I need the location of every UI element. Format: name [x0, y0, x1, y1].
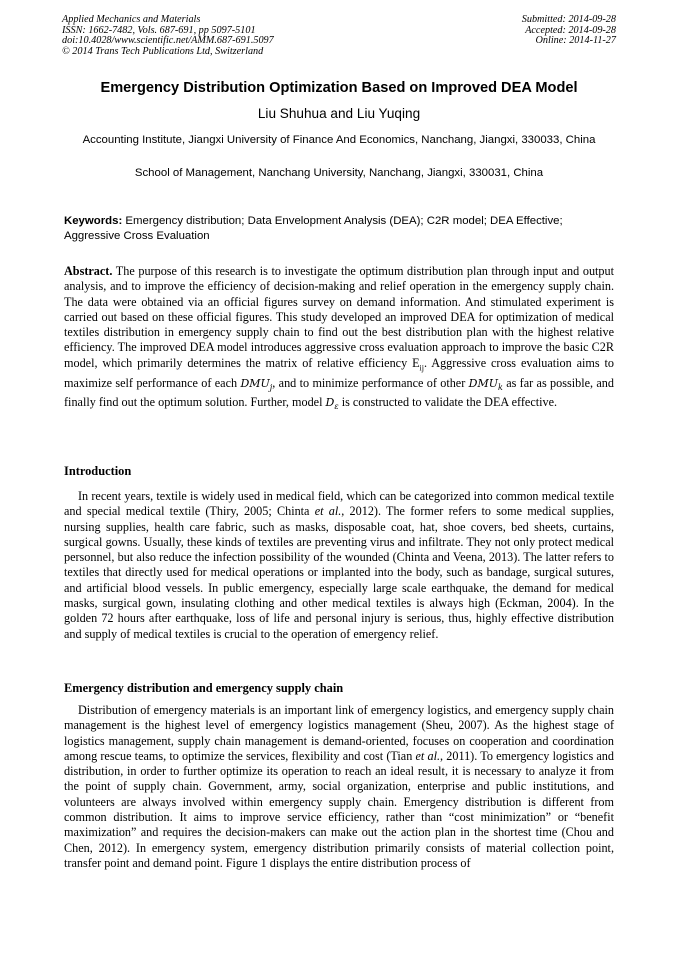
- abstract-text-2: . Aggressive cross evaluation aims to maximize self performance of each: [64, 355, 615, 390]
- abstract: [64, 264, 614, 414]
- intro-text-1: In recent years, textile is widely used in medical field, which can be categorized into common medical textile and special medical textile (Thiry, 2005; Chinta: [64, 489, 614, 519]
- abstract-text-1: The purpose of this research is to investigate the optimum distribution plan through input and output analysis, and to improve the efficiency of decision-making and relief operation in the emergency supply chain. The data were obtained via an official figures survey on demand information. And stimulated experiment is carried out based on these official figures. This study developed an improved DEA for optimization of medical textiles distribution in emergency supply chain to find out the best distribution plan with the highest relative efficiency. The improved DEA model introduces aggressive cross evaluation approach to improve the basic C2R model, which primarily determines the matrix of relative efficiency E: [64, 264, 614, 370]
- abstract-text-4: as far as possible, and finally find out the optimum solution. Further, model: [64, 375, 614, 409]
- sec2-et-al: et al.: [415, 748, 441, 763]
- keywords-label: Keywords:: [64, 215, 123, 227]
- abstract-text-5: is constructed to validate the DEA effective.: [338, 395, 558, 409]
- introduction-body: [64, 489, 614, 642]
- journal-copyright: © 2014 Trans Tech Publications Ltd, Switzerland: [62, 45, 264, 57]
- journal-issn: ISSN: 1662-7482, Vols. 687-691, pp 5097-5101: [62, 24, 256, 36]
- journal-header-right: [522, 15, 616, 47]
- math-dmu-j: $DMU_j$: [240, 376, 273, 392]
- introduction-heading: Introduction: [64, 464, 132, 478]
- intro-text-2: , 2012). The former refers to some medical supplies, nursing supplies, health care fabric, such as masks, disposable coat, hat, shoe covers, bed sheets, curtains, surgical gowns. Usually, these kinds of textiles are preventing virus and infiltrate. They not only protect medical personnel, but also reduce the infection possibility of the wounded (Chinta and Veena, 2013). The latter refers to textiles that directly used for medical operations or implanted into the body, such as bandage, surgical sutures, and artificial blood vessels. In public emergency, especially large scale earthquake, the demand for medical masks, surgical gown, insulating clothing and other medical textiles is always high (Eckman, 2004). In the golden 72 hours after earthquake, loss of life and personal injury is serious, thus, highly effective distribution and supply of medical textiles is crucial to the operation of emergency relief.: [64, 504, 614, 641]
- affiliation-1: Accounting Institute, Jiangxi University of Finance And Economics, Nanchang, Jiangxi, 330033, China: [82, 134, 596, 146]
- affiliation-2: School of Management, Nanchang University, Nanchang, Jiangxi, 330031, China: [134, 167, 544, 179]
- section2-body: [64, 703, 614, 871]
- intro-et-al: et al.: [314, 504, 342, 519]
- keywords: [64, 214, 616, 244]
- abstract-sub-ij: ij: [419, 363, 424, 373]
- math-d-epsilon: $D_\varepsilon$: [325, 396, 339, 412]
- paper-authors: Liu Shuhua and Liu Yuqing: [257, 106, 421, 121]
- sec2-text-1: Distribution of emergency materials is an important link of emergency logistics, and emergency supply chain management is the highest level of emergency logistics management (Sheu, 2007). As the highest stage of logistics management, supply chain management is demand-oriented, focuses on cooperation and coordination among rescue teams, to optimize the services, flexibility and cost (Tian: [64, 703, 614, 763]
- abstract-text-3: , and to minimize performance of other: [272, 375, 469, 390]
- section2-heading: Emergency distribution and emergency supply chain: [64, 681, 344, 695]
- accepted-date: Accepted: 2014-09-28: [525, 24, 616, 36]
- submitted-date: Submitted: 2014-09-28: [521, 14, 616, 25]
- online-date: Online: 2014-11-27: [535, 35, 616, 47]
- journal-name: Applied Mechanics and Materials: [62, 14, 201, 25]
- journal-header-left: [62, 15, 274, 57]
- paper-title: Emergency Distribution Optimization Based on Improved DEA Model: [100, 80, 578, 96]
- journal-doi: doi:10.4028/www.scientific.net/AMM.687-691.5097: [62, 35, 274, 47]
- abstract-label: Abstract.: [64, 264, 113, 278]
- math-dmu-k: $DMU_k$: [468, 376, 503, 392]
- keywords-text: Emergency distribution; Data Envelopment Analysis (DEA); C2R model; DEA Effective; Aggressive Cross Evaluation: [64, 215, 563, 242]
- sec2-text-2: , 2011). To emergency logistics and distribution, in order to further optimize its operation to reach an ideal result, it is necessary to analyze it from the point of supply chain. Government, army, social organization, enterprise and public institutions, and volunteers are always involved within emergency supply chain. Emergency distribution is different from common distribution. It aims to improve service efficiency, rather than “cost minimization” or “benefit maximization” and requires the decision-makers can make out the action plan in the shortest time (Chou and Chen, 2012). In emergency system, emergency distribution primarily consists of material collection point, transfer point and demand point. Figure 1 displays the entire distribution process of: [64, 748, 614, 870]
